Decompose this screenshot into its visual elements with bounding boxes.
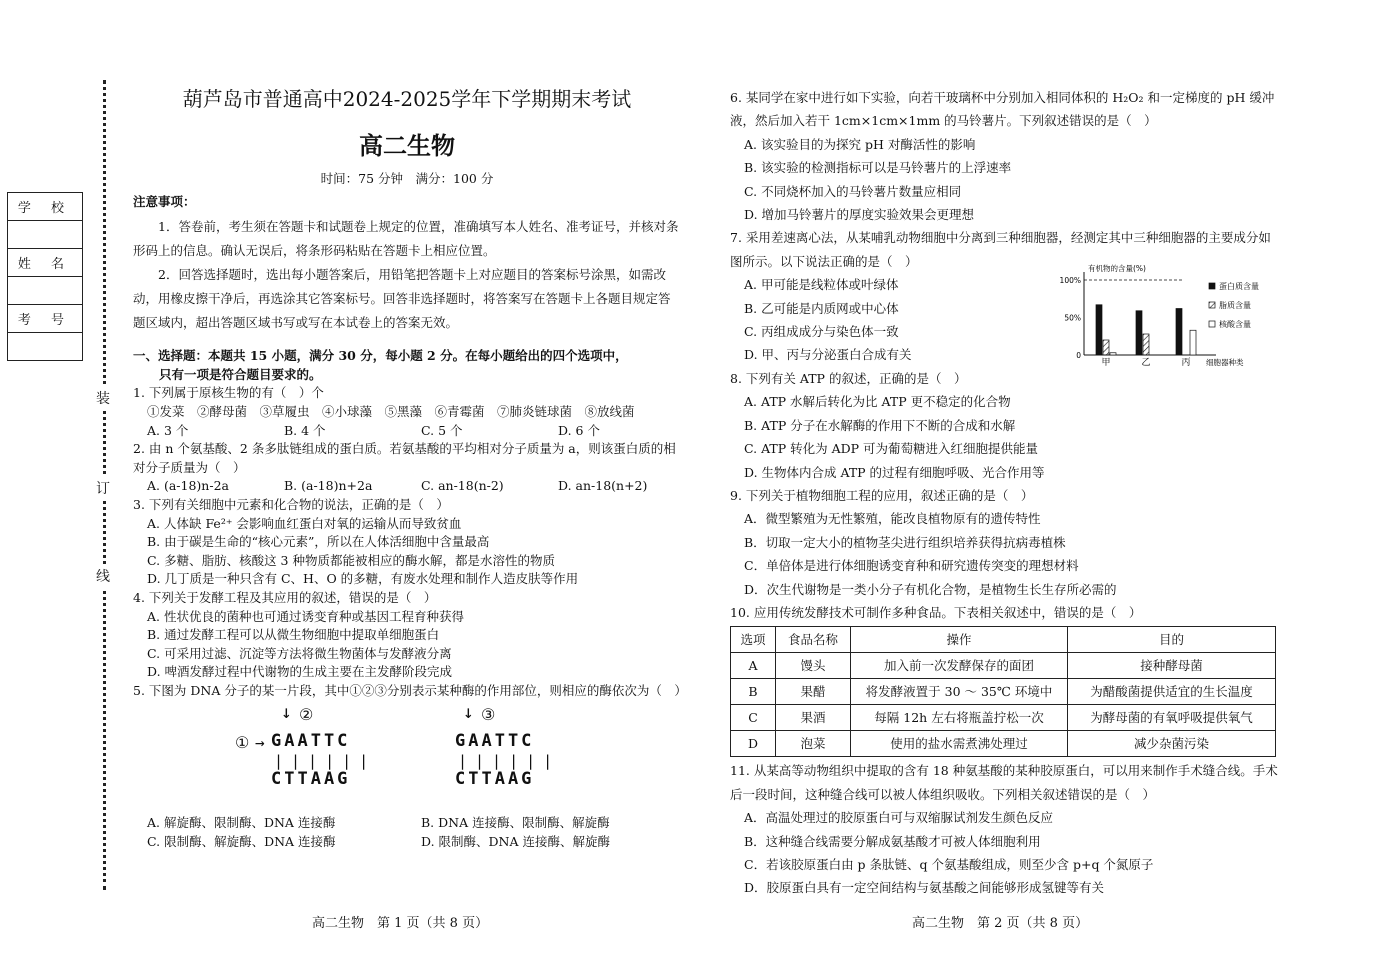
bar <box>1176 309 1182 356</box>
table-cell: 泡菜 <box>776 731 851 757</box>
table-row[interactable] <box>731 731 1276 757</box>
y-tick-label: 100% <box>1059 276 1081 285</box>
option[interactable]: C. 不同烧杯加入的马铃薯片数量应相同 <box>744 183 962 199</box>
table-header-cell: 食品名称 <box>776 627 851 653</box>
bar <box>1110 353 1116 355</box>
x-tick-label: 甲 <box>1101 358 1111 368</box>
option[interactable]: D. 生物体内合成 ATP 的过程有细胞呼吸、光合作用等 <box>744 464 1045 480</box>
legend-label: 蛋白质含量 <box>1219 282 1259 291</box>
table-header-cell: 操作 <box>851 627 1068 653</box>
school-label: 学 校 <box>8 193 83 221</box>
option[interactable]: C．若该胶原蛋白由 p 条肽链、q 个氨基酸组成，则至少含 p+q 个氮原子 <box>744 856 1154 872</box>
question-3: 3. 下列有关细胞中元素和化合物的说法，正确的是（ ） <box>133 496 449 512</box>
legend-label: 核酸含量 <box>1219 320 1251 329</box>
option[interactable]: A. 3 个 <box>147 422 189 438</box>
option[interactable]: A. ATP 水解后转化为比 ATP 更不稳定的化合物 <box>744 394 1011 410</box>
question-2: 2. 由 n 个氨基酸、2 条多肽链组成的蛋白质。若氨基酸的平均相对分子质量为 a，则该蛋白质的相对分子质量为（ ） <box>133 441 676 475</box>
y-axis-label: 有机物的含量(%) <box>1088 264 1146 273</box>
question-5-options-row2 <box>133 833 681 852</box>
dna-bottom-strand-left: CTTAAG <box>271 769 351 790</box>
option[interactable]: C. 多糖、脂肪、核酸这 3 种物质都能被相应的酶水解，都是水溶性的物质 <box>147 552 555 568</box>
option[interactable]: D. an-18(n+2) <box>558 478 648 494</box>
table-cell: A <box>731 653 776 679</box>
dna-top-strand-left: GAATTC <box>271 731 351 752</box>
section-heading-main: 一、选择题：本题共 15 小题，满分 30 分，每小题 2 分。在每小题给出的四个选项中， <box>133 348 628 364</box>
question-10: 10. 应用传统发酵技术可制作多种食品。下表相关叙述中，错误的是（ ） <box>730 604 1142 620</box>
question-1: 1. 下列属于原核生物的有（ ）个 <box>133 385 324 401</box>
question-5: 5. 下图为 DNA 分子的某一片段，其中①②③分别表示某种酶的作用部位，则相应的酶依次为（ ） <box>133 682 687 698</box>
dna-diagram <box>133 704 681 814</box>
option[interactable]: D. 6 个 <box>558 422 600 438</box>
table-cell: 为酵母菌的有氧呼吸提供氧气 <box>1068 705 1276 731</box>
option[interactable]: C. 5 个 <box>421 422 463 438</box>
option[interactable]: C. an-18(n-2) <box>421 478 504 494</box>
legend-label: 脂质含量 <box>1219 301 1251 310</box>
option[interactable]: C. 限制酶、解旋酶、DNA 连接酶 <box>147 834 336 850</box>
binding-mark-ding: 订 <box>96 476 110 500</box>
option[interactable]: B. 该实验的检测指标可以是马铃薯片的上浮速率 <box>744 160 1012 176</box>
x-tick-label: 乙 <box>1141 358 1151 368</box>
option[interactable]: B. (a-18)n+2a <box>284 478 373 494</box>
table-cell: 每隔 12h 左右将瓶盖拧松一次 <box>851 705 1068 731</box>
option[interactable]: B. 通过发酵工程可以从微生物细胞中提取单细胞蛋白 <box>147 627 440 643</box>
table-row[interactable] <box>731 653 1276 679</box>
dna-bottom-strand-right: CTTAAG <box>455 769 535 790</box>
question-9: 9. 下列关于植物细胞工程的应用，叙述正确的是（ ） <box>730 487 1034 503</box>
table-row[interactable] <box>731 679 1276 705</box>
option[interactable]: B. DNA 连接酶、限制酶、解旋酶 <box>421 815 610 831</box>
option[interactable]: D. 几丁质是一种只含有 C、H、O 的多糖，有废水处理和制作人造皮肤等作用 <box>147 571 579 587</box>
question-1-items: ①发菜 ②酵母菌 ③草履虫 ④小球藻 ⑤黑藻 ⑥青霉菌 ⑦肺炎链球菌 ⑧放线菌 <box>147 403 635 419</box>
option[interactable]: B．这种缝合线需要分解成氨基酸才可被人体细胞利用 <box>744 833 1041 849</box>
option[interactable]: A. 人体缺 Fe²⁺ 会影响血红蛋白对氧的运输从而导致贫血 <box>147 515 462 531</box>
option[interactable]: B. 由于碳是生命的“核心元素”，所以在人体活细胞中含量最高 <box>147 534 490 550</box>
name-field[interactable] <box>8 277 83 305</box>
question-4: 4. 下列关于发酵工程及其应用的叙述，错误的是（ ） <box>133 589 437 605</box>
section-heading <box>133 347 681 384</box>
option[interactable]: A. 该实验目的为探究 pH 对酶活性的影响 <box>744 136 976 152</box>
arrow-right-icon: → <box>255 733 265 753</box>
table-cell: 接种酵母菌 <box>1068 653 1276 679</box>
exam-title: 葫芦岛市普通高中2024-2025学年下学期期末考试 <box>182 87 632 111</box>
option[interactable]: D. 限制酶、DNA 连接酶、解旋酶 <box>421 834 610 850</box>
note-1: 1．答卷前，考生须在答题卡和试题卷上规定的位置，准确填写本人姓名、准考证号，并核对条形码上的信息。确认无误后，将条形码粘贴在答题卡上相应位置。 <box>133 219 679 259</box>
option[interactable]: A. 性状优良的菌种也可通过诱变育种或基因工程育种获得 <box>147 608 464 624</box>
bar <box>1143 334 1149 355</box>
subject-title: 高二生物 <box>359 131 455 160</box>
question-2-options <box>133 477 681 496</box>
question-8: 8. 下列有关 ATP 的叙述，正确的是（ ） <box>730 370 967 386</box>
hydrogen-bonds-left: |||||| <box>274 752 377 771</box>
option[interactable]: A. 解旋酶、限制酶、DNA 连接酶 <box>147 815 336 831</box>
dna-top-strand-right: GAATTC <box>455 731 535 752</box>
site-3-marker: ③ <box>481 705 496 725</box>
x-axis-label: 细胞器种类 <box>1206 358 1244 367</box>
section-heading-sub: 只有一项是符合题目要求的。 <box>159 366 322 382</box>
question-6: 6. 某同学在家中进行如下实验，向若干玻璃杯中分别加入相同体积的 H₂O₂ 和一定梯度的 pH 缓冲液，然后加入若干 1cm×1cm×1mm 的马铃薯片。下列叙述错误的是（ ） <box>730 90 1275 129</box>
bar <box>1136 311 1142 355</box>
question-7: 7. 采用差速离心法，从某哺乳动物细胞中分离到三种细胞器，经测定其中三种细胞器的主要成分如图所示。以下说法正确的是（ ） <box>730 230 1271 269</box>
bar <box>1190 330 1196 355</box>
legend-swatch <box>1209 321 1215 327</box>
question-11: 11. 从某高等动物组织中提取的含有 18 种氨基酸的某种胶原蛋白，可以用来制作手术缝合线。手术后一段时间，这种缝合线可以被人体组织吸收。下列相关叙述错误的是（ ） <box>730 763 1278 802</box>
option[interactable]: B．切取一定大小的植物茎尖进行组织培养获得抗病毒植株 <box>744 534 1066 550</box>
table-cell: D <box>731 731 776 757</box>
table-cell: B <box>731 679 776 705</box>
binding-mark-xian: 线 <box>96 564 110 588</box>
organelle-composition-chart <box>1046 262 1282 374</box>
site-1-marker: ① <box>235 733 250 753</box>
note-2: 2．回答选择题时，选出每小题答案后，用铅笔把答题卡上对应题目的答案标号涂黑，如需改动，用橡皮擦干净后，再选涂其它答案标号。回答非选择题时，将答案写在答题卡上各题目规定答题区域内，超出答题区域书写或写在本试卷上的答案无效。 <box>133 267 671 331</box>
fermentation-table <box>730 626 1276 757</box>
option[interactable]: A. 甲可能是线粒体或叶绿体 <box>744 277 899 293</box>
option[interactable]: B. 乙可能是内质网或中心体 <box>744 300 899 316</box>
table-header-row <box>731 627 1276 653</box>
option[interactable]: C．单倍体是进行体细胞诱变育种和研究遗传突变的理想材料 <box>744 558 1079 574</box>
school-field[interactable] <box>8 221 83 249</box>
right-page <box>730 86 1282 900</box>
table-cell: 馒头 <box>776 653 851 679</box>
table-cell: 使用的盐水需煮沸处理过 <box>851 731 1068 757</box>
question-5-options-row1 <box>133 814 681 833</box>
notes-heading: 注意事项： <box>133 193 196 209</box>
table-cell: 果酒 <box>776 705 851 731</box>
option[interactable]: B. 4 个 <box>284 422 326 438</box>
table-cell: C <box>731 705 776 731</box>
table-cell: 加入前一次发酵保存的面团 <box>851 653 1068 679</box>
question-1-options <box>133 422 681 441</box>
bar <box>1103 340 1109 355</box>
site-2-marker: ② <box>299 705 314 725</box>
table-cell: 减少杂菌污染 <box>1068 731 1276 757</box>
page-footer-left: 高二生物 第 1 页（共 8 页） <box>312 916 489 931</box>
exam-number-field[interactable] <box>8 333 83 361</box>
exam-number-label: 考 号 <box>8 305 83 333</box>
table-header-cell: 选项 <box>731 627 776 653</box>
x-tick-label: 丙 <box>1181 358 1191 368</box>
student-info-table <box>7 192 83 361</box>
table-header-cell: 目的 <box>1068 627 1276 653</box>
option[interactable]: D. 甲、丙与分泌蛋白合成有关 <box>744 347 912 363</box>
y-tick-label: 0 <box>1076 351 1081 360</box>
bar <box>1096 305 1102 355</box>
legend-swatch <box>1209 283 1215 289</box>
table-cell: 将发酵液置于 30 ～ 35℃ 环境中 <box>851 679 1068 705</box>
time-score-line: 时间：75 分钟 满分：100 分 <box>320 171 494 186</box>
option[interactable]: D．胶原蛋白具有一定空间结构与氨基酸之间能够形成氢键等有关 <box>744 880 1105 896</box>
legend-swatch <box>1209 302 1215 308</box>
binding-mark-zhuang: 装 <box>96 386 110 410</box>
y-tick-label: 50% <box>1064 313 1081 323</box>
option[interactable]: C. 可采用过滤、沉淀等方法将微生物菌体与发酵液分离 <box>147 645 452 661</box>
page-footer-right: 高二生物 第 2 页（共 8 页） <box>912 916 1089 931</box>
left-page <box>133 80 687 852</box>
table-cell: 为醋酸菌提供适宜的生长温度 <box>1068 679 1276 705</box>
arrow-down-icon: ↓ <box>463 702 474 724</box>
name-label: 姓 名 <box>8 249 83 277</box>
arrow-down-icon: ↓ <box>281 702 292 724</box>
option[interactable]: C. ATP 转化为 ADP 可为葡萄糖进入红细胞提供能量 <box>744 441 1039 457</box>
table-cell: 果醋 <box>776 679 851 705</box>
option[interactable]: D. 增加马铃薯片的厚度实验效果会更理想 <box>744 207 975 223</box>
hydrogen-bonds-right: |||||| <box>458 752 561 771</box>
option[interactable]: B. ATP 分子在水解酶的作用下不断的合成和水解 <box>744 417 1016 433</box>
option[interactable]: D. 啤酒发酵过程中代谢物的生成主要在主发酵阶段完成 <box>147 664 453 680</box>
option[interactable]: A. (a-18)n-2a <box>147 478 229 494</box>
option[interactable]: A．微型繁殖为无性繁殖，能改良植物原有的遗传特性 <box>744 511 1041 527</box>
table-row[interactable] <box>731 705 1276 731</box>
option[interactable]: D．次生代谢物是一类小分子有机化合物，是植物生长生存所必需的 <box>744 581 1117 597</box>
option[interactable]: C. 丙组成成分与染色体一致 <box>744 324 899 340</box>
option[interactable]: A．高温处理过的胶原蛋白可与双缩脲试剂发生颜色反应 <box>744 810 1054 826</box>
chart-svg <box>1046 262 1282 374</box>
